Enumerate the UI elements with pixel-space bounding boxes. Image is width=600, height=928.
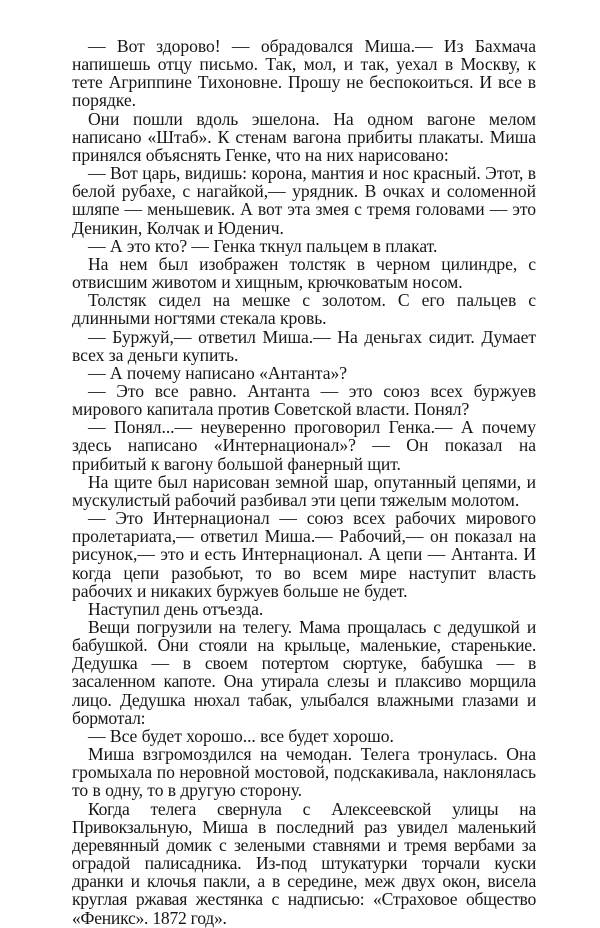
paragraph: — Понял...— неуверенно проговорил Генка.— А почему здесь написано «Интернационал»? — Он показал на прибитый к вагону большой фанерный щит. — [72, 417, 536, 474]
paragraph: — Это все равно. Антанта — это союз всех буржуев мирового капитала против Советской власти. Понял? — [72, 380, 536, 420]
paragraph: — Вот здорово! — обрадовался Миша.— Из Бахмача напишешь отцу письмо. Так, мол, и так, уехал в Москву, к тете Агриппине Тихоновне. Прошу не беспокоиться. И все в порядке. — [72, 36, 536, 111]
paragraph: — Буржуй,— ответил Миша.— На деньгах сидит. Думает всех за деньги купить. — [72, 326, 536, 365]
paragraph: Вещи погрузили на телегу. Мама прощалась с дедушкой и бабушкой. Они стояли на крыльце, маленькие, старенькие. Дедушка — в своем потертом сюртуке, бабушка — в засаленном капоте. Она утирала слезы и плаксиво морщила лицо. Дедушка нюхал табак, улыбался влажными глазами и бормотал: — [72, 617, 536, 728]
paragraph: На щите был нарисован земной шар, опутанный цепями, и мускулистый рабочий разбивал эти цепи тяжелым молотом. — [72, 471, 536, 510]
paragraph: — Вот царь, видишь: корона, мантия и нос красный. Этот, в белой рубахе, с нагайкой,— урядник. В очках и соломенной шляпе — меньшевик. А вот эта змея с тремя головами — это Деникин, Колчак и Юденич. — [72, 163, 536, 238]
paragraph: Когда телега свернула с Алексеевской улицы на Привокзальную, Миша в последний раз увидел маленький деревянный домик с зелеными ставнями и тремя вербами за оградой палисадника. Из-под штукатурки торчали куски дранки и клочья пакли, а в середине, меж двух окон, висела круглая ржавая жестянка с надписью: «Страховое общество «Феникс». 1872 год». — [72, 798, 536, 928]
paragraph: — А это кто? — Генка ткнул пальцем в плакат. — [88, 235, 438, 256]
paragraph: — Все будет хорошо... все будет хорошо. — [88, 725, 394, 746]
paragraph: Миша взгромоздился на чемодан. Телега тронулась. Она громыхала по неровной мостовой, подскакивала, наклонялась то в одну, то в другую сторону. — [72, 744, 536, 801]
paragraph: Толстяк сидел на мешке с золотом. С его пальцев с длинными ногтями стекала кровь. — [72, 290, 536, 329]
paragraph: На нем был изображен толстяк в черном цилиндре, с отвисшим животом и хищным, крючковатым носом. — [72, 253, 536, 293]
paragraph: Наступил день отъезда. — [88, 598, 264, 619]
book-page — [72, 37, 536, 927]
paragraph: Они пошли вдоль эшелона. На одном вагоне мелом написано «Штаб». К стенам вагона прибиты плакаты. Миша принялся объяснять Генке, что на них нарисовано: — [72, 108, 536, 165]
paragraph: — А почему написано «Антанта»? — [88, 362, 347, 383]
paragraph: — Это Интернационал — союз всех рабочих мирового пролетариата,— ответил Миша.— Рабочий,— он показал на рисунок,— это и есть Интернационал. А цепи — Антанта. И когда цепи разобьют, то во всем мире наступит власть рабочих и никаких буржуев больше не будет. — [72, 508, 536, 601]
